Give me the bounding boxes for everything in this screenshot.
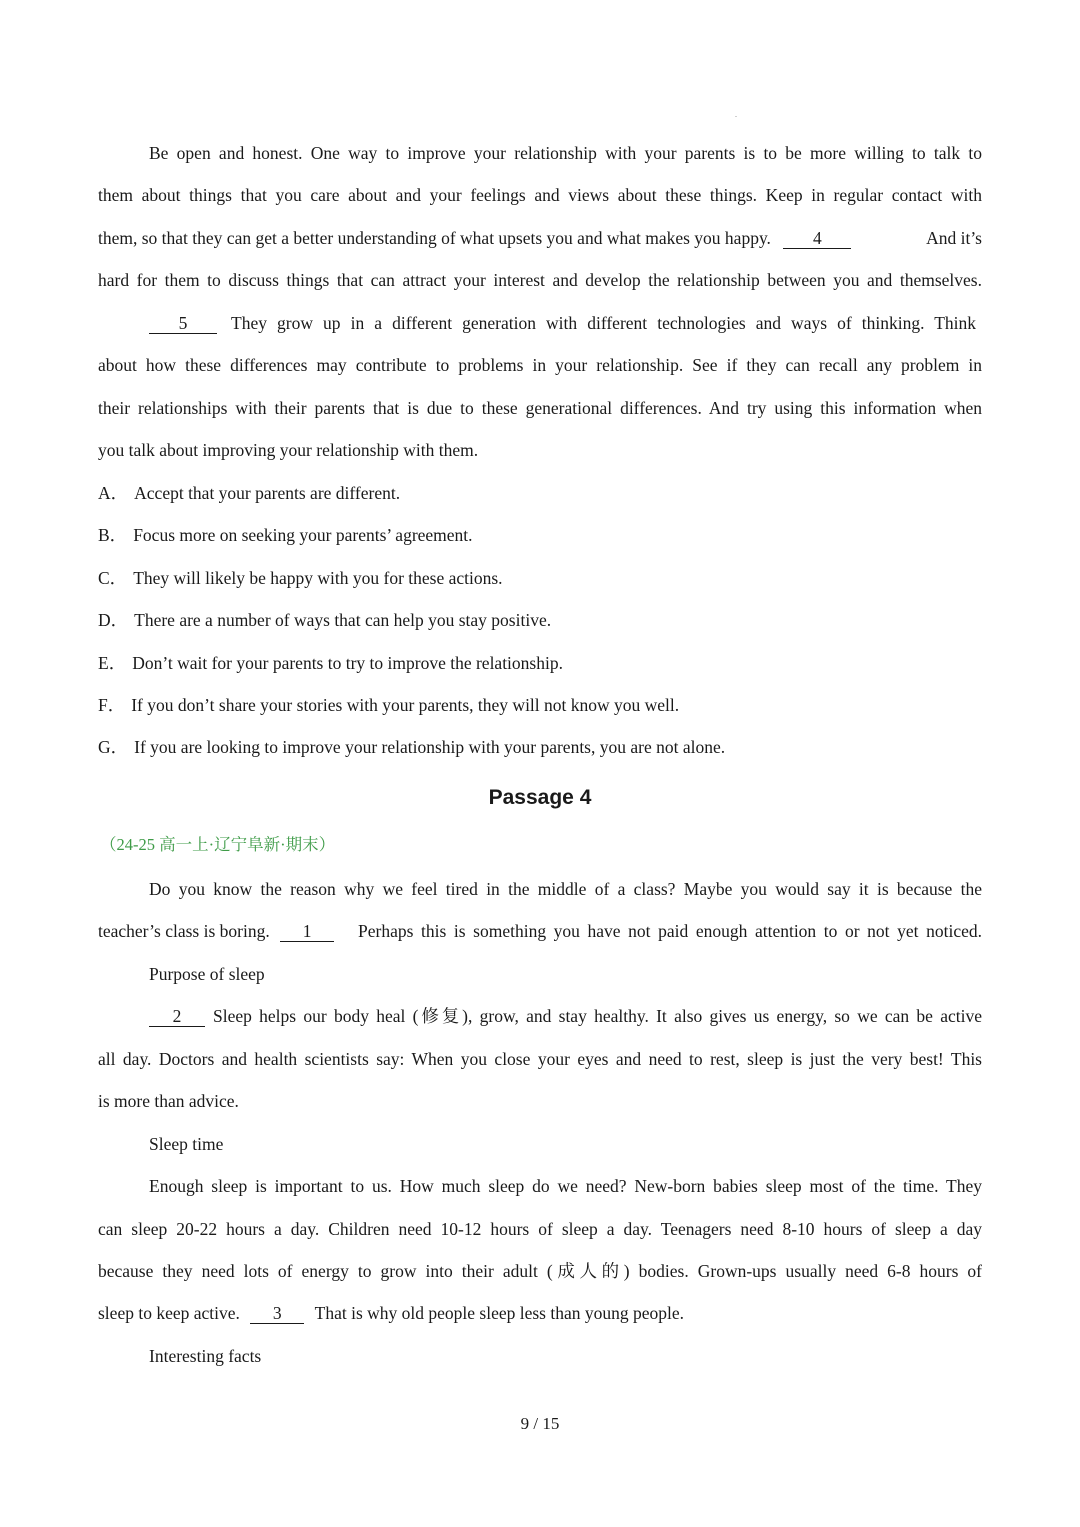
- answer-blank-3[interactable]: 3: [250, 1303, 304, 1324]
- source-label: （24-25 高一上·辽宁阜新·期末）: [100, 835, 336, 854]
- p4-para3-line4: [98, 1301, 982, 1325]
- option-letter: A．: [98, 483, 129, 503]
- page-number: 9 / 15: [520, 1414, 560, 1433]
- option-e: [98, 651, 563, 675]
- passage-heading: Passage 4: [488, 786, 592, 809]
- option-text: If you are looking to improve your relationship with your parents, you are not alone.: [134, 737, 726, 757]
- subhead-interesting-facts: Interesting facts: [149, 1346, 262, 1366]
- p3-para1-line3: [98, 226, 982, 250]
- subhead-purpose: Purpose of sleep: [149, 964, 265, 984]
- text: That is why old people sleep less than young people.: [314, 1303, 685, 1323]
- answer-blank-2[interactable]: 2: [149, 1006, 205, 1027]
- subhead-sleep-time: Sleep time: [149, 1134, 224, 1154]
- p3-para2-line4: you talk about improving your relationship with them.: [98, 440, 479, 460]
- p4-para1-line2: [98, 919, 982, 943]
- option-letter: B．: [98, 525, 128, 545]
- option-f: [98, 693, 679, 717]
- p3-para1-line2: them about things that you care about and your feelings and views about these things. Keep in regular contact with: [98, 185, 982, 205]
- option-text: There are a number of ways that can help you stay positive.: [134, 610, 552, 630]
- option-letter: E．: [98, 653, 127, 673]
- scan-speck: [735, 116, 737, 117]
- option-b: [98, 523, 473, 547]
- option-letter: D．: [98, 610, 129, 630]
- option-text: They will likely be happy with you for these actions.: [133, 568, 503, 588]
- text: And it’s: [926, 228, 982, 248]
- p3-para2-line3: their relationships with their parents that is due to these generational differences. And try using this information when: [98, 398, 982, 418]
- option-c: [98, 566, 503, 590]
- option-text: If you don’t share your stories with your parents, they will not know you well.: [131, 695, 680, 715]
- text: They grow up in a different generation with different technologies and ways of thinking. Think: [231, 313, 976, 333]
- answer-blank-4[interactable]: 4: [783, 228, 851, 249]
- option-text: Don’t wait for your parents to try to improve the relationship.: [132, 653, 563, 673]
- option-letter: F．: [98, 695, 126, 715]
- option-letter: C．: [98, 568, 128, 588]
- option-a: [98, 481, 400, 505]
- option-letter: G．: [98, 737, 129, 757]
- option-text: Focus more on seeking your parents’ agreement.: [133, 525, 473, 545]
- p3-para1-line1: Be open and honest. One way to improve your relationship with your parents is to be more willing to talk to: [149, 143, 982, 163]
- p4-para3-line2: can sleep 20-22 hours a day. Children need 10-12 hours of sleep a day. Teenagers need 8-10 hours of sleep a day: [98, 1219, 982, 1239]
- p4-para3-line1: Enough sleep is important to us. How much sleep do we need? New-born babies sleep most of the time. They: [149, 1176, 982, 1196]
- p4-para1-line1: Do you know the reason why we feel tired in the middle of a class? Maybe you would say it is because the: [149, 879, 982, 899]
- option-text: Accept that your parents are different.: [134, 483, 401, 503]
- text: them, so that they can get a better understanding of what upsets you and what makes you happy.: [98, 228, 771, 248]
- text: teacher’s class is boring.: [98, 921, 270, 941]
- p4-para2-line1: [149, 1004, 982, 1028]
- option-g: [98, 735, 725, 759]
- option-d: [98, 608, 551, 632]
- answer-blank-1[interactable]: 1: [280, 921, 334, 942]
- answer-blank-5[interactable]: 5: [149, 313, 217, 334]
- p3-para1-line4: hard for them to discuss things that can attract your interest and develop the relationship between you and themselves.: [98, 270, 982, 290]
- p3-para2-line2: about how these differences may contribute to problems in your relationship. See if they can recall any problem in: [98, 355, 982, 375]
- text: Sleep helps our body heal (修复), grow, and stay healthy. It also gives us energy, so we can be active: [213, 1006, 982, 1026]
- p3-para2-line1: [149, 311, 982, 335]
- text: sleep to keep active.: [98, 1303, 240, 1323]
- p4-para2-line2: all day. Doctors and health scientists say: When you close your eyes and need to rest, sleep is just the very best! This: [98, 1049, 982, 1069]
- p4-para3-line3: because they need lots of energy to grow into their adult (成人的) bodies. Grown-ups usually need 6-8 hours of: [98, 1261, 982, 1281]
- text: Perhaps this is something you have not paid enough attention to or not yet noticed.: [358, 921, 982, 941]
- p4-para2-line3: is more than advice.: [98, 1091, 239, 1111]
